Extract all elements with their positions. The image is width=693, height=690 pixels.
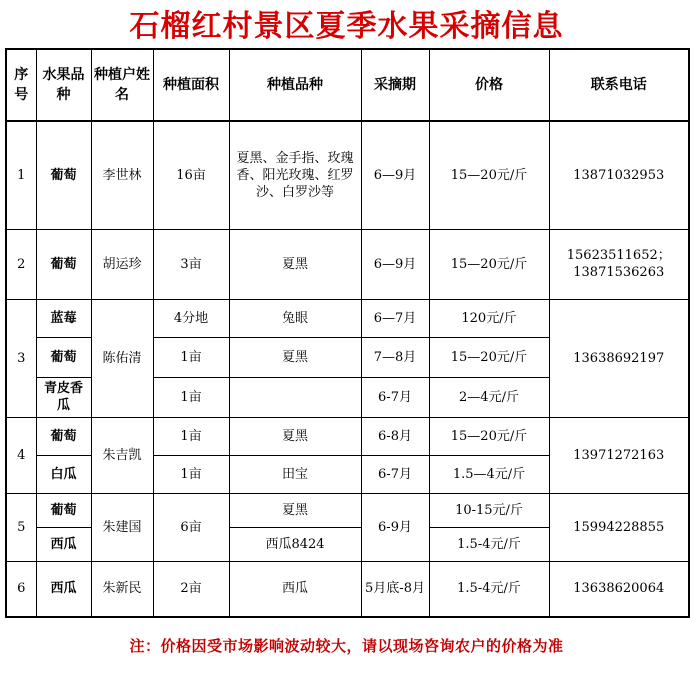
page-title: 石榴红村景区夏季水果采摘信息 bbox=[129, 9, 564, 44]
cell-variety: 夏黑 bbox=[229, 417, 361, 455]
table-row bbox=[6, 121, 689, 229]
column-header-fruit: 水果品种 bbox=[36, 49, 91, 121]
cell-season: 5月底-8月 bbox=[361, 561, 429, 617]
cell-price: 1.5-4元/斤 bbox=[429, 527, 549, 561]
cell-fruit: 葡萄 bbox=[36, 493, 91, 527]
table-row bbox=[6, 417, 689, 455]
cell-grower: 李世林 bbox=[91, 121, 153, 229]
cell-area: 16亩 bbox=[153, 121, 229, 229]
cell-variety: 夏黑、金手指、玫瑰香、阳光玫瑰、红罗沙、白罗沙等 bbox=[229, 121, 361, 229]
cell-price: 15—20元/斤 bbox=[429, 337, 549, 377]
cell-price: 15—20元/斤 bbox=[429, 417, 549, 455]
cell-season: 6—9月 bbox=[361, 229, 429, 299]
cell-seq: 4 bbox=[6, 417, 36, 493]
cell-area: 1亩 bbox=[153, 417, 229, 455]
phone-line-2: 13871536263 bbox=[573, 265, 665, 280]
column-header-price: 价格 bbox=[429, 49, 549, 121]
cell-price: 10-15元/斤 bbox=[429, 493, 549, 527]
cell-fruit: 葡萄 bbox=[36, 337, 91, 377]
cell-fruit: 葡萄 bbox=[36, 229, 91, 299]
cell-area: 2亩 bbox=[153, 561, 229, 617]
cell-fruit: 西瓜 bbox=[36, 527, 91, 561]
cell-grower: 胡运珍 bbox=[91, 229, 153, 299]
cell-grower: 朱吉凯 bbox=[91, 417, 153, 493]
cell-variety: 夏黑 bbox=[229, 337, 361, 377]
cell-fruit: 蓝莓 bbox=[36, 299, 91, 337]
cell-fruit: 青皮香瓜 bbox=[36, 377, 91, 417]
cell-variety: 田宝 bbox=[229, 455, 361, 493]
cell-phone: 13638620064 bbox=[549, 561, 689, 617]
cell-variety bbox=[229, 377, 361, 417]
table-row bbox=[6, 229, 689, 299]
cell-grower: 朱新民 bbox=[91, 561, 153, 617]
cell-area: 3亩 bbox=[153, 229, 229, 299]
column-header-grower: 种植户姓名 bbox=[91, 49, 153, 121]
cell-season: 6-7月 bbox=[361, 455, 429, 493]
cell-phone: 13971272163 bbox=[549, 417, 689, 493]
cell-phone bbox=[549, 229, 689, 299]
cell-season: 6—9月 bbox=[361, 121, 429, 229]
cell-grower: 朱建国 bbox=[91, 493, 153, 561]
cell-seq: 3 bbox=[6, 299, 36, 417]
cell-price: 2—4元/斤 bbox=[429, 377, 549, 417]
footer-note: 注：价格因受市场影响波动较大，请以现场咨询农户的价格为准 bbox=[129, 637, 564, 655]
cell-variety: 西瓜8424 bbox=[229, 527, 361, 561]
fruit-picking-table bbox=[5, 48, 690, 618]
table-row bbox=[6, 299, 689, 337]
column-header-area: 种植面积 bbox=[153, 49, 229, 121]
cell-price: 15—20元/斤 bbox=[429, 121, 549, 229]
cell-price: 15—20元/斤 bbox=[429, 229, 549, 299]
cell-area: 4分地 bbox=[153, 299, 229, 337]
cell-phone: 15994228855 bbox=[549, 493, 689, 561]
cell-area: 6亩 bbox=[153, 493, 229, 561]
cell-seq: 2 bbox=[6, 229, 36, 299]
cell-variety: 兔眼 bbox=[229, 299, 361, 337]
cell-area: 1亩 bbox=[153, 455, 229, 493]
column-header-season: 采摘期 bbox=[361, 49, 429, 121]
cell-variety: 西瓜 bbox=[229, 561, 361, 617]
cell-seq: 5 bbox=[6, 493, 36, 561]
cell-grower: 陈佑清 bbox=[91, 299, 153, 417]
cell-season: 6-8月 bbox=[361, 417, 429, 455]
column-header-variety: 种植品种 bbox=[229, 49, 361, 121]
cell-area: 1亩 bbox=[153, 337, 229, 377]
cell-price: 1.5—4元/斤 bbox=[429, 455, 549, 493]
cell-seq: 1 bbox=[6, 121, 36, 229]
column-header-seq: 序号 bbox=[6, 49, 36, 121]
column-header-phone: 联系电话 bbox=[549, 49, 689, 121]
cell-season: 6—7月 bbox=[361, 299, 429, 337]
cell-fruit: 葡萄 bbox=[36, 417, 91, 455]
cell-variety: 夏黑 bbox=[229, 229, 361, 299]
table-row bbox=[6, 493, 689, 527]
cell-phone: 13638692197 bbox=[549, 299, 689, 417]
cell-price: 120元/斤 bbox=[429, 299, 549, 337]
table-header-row bbox=[6, 49, 689, 121]
fruit-picking-table-wrapper bbox=[0, 48, 693, 618]
cell-seq: 6 bbox=[6, 561, 36, 617]
cell-fruit: 葡萄 bbox=[36, 121, 91, 229]
cell-fruit: 西瓜 bbox=[36, 561, 91, 617]
cell-fruit: 白瓜 bbox=[36, 455, 91, 493]
cell-season: 7—8月 bbox=[361, 337, 429, 377]
cell-phone: 13871032953 bbox=[549, 121, 689, 229]
phone-line-1: 15623511652； bbox=[566, 248, 671, 263]
cell-price: 1.5-4元/斤 bbox=[429, 561, 549, 617]
table-row bbox=[6, 561, 689, 617]
cell-season: 6-7月 bbox=[361, 377, 429, 417]
cell-area: 1亩 bbox=[153, 377, 229, 417]
cell-variety: 夏黑 bbox=[229, 493, 361, 527]
cell-season: 6-9月 bbox=[361, 493, 429, 561]
